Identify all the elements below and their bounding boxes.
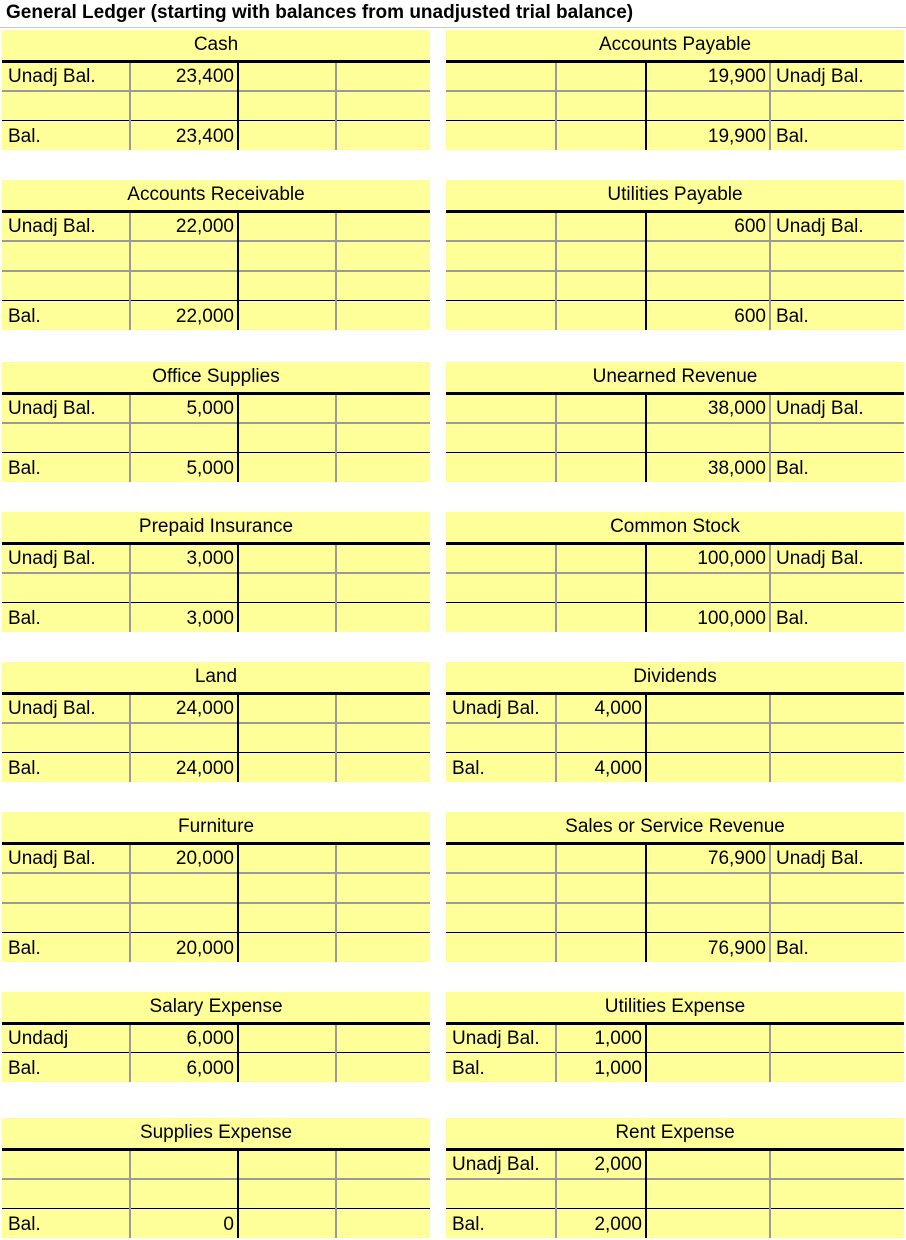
account-name: Sales or Service Revenue [565,816,785,837]
row-amount: 22,000 [175,216,234,237]
row-amount: 24,000 [175,758,234,779]
column-rule [555,213,557,330]
account-land [2,662,430,782]
row-amount [130,904,238,934]
account-name: Rent Expense [615,1122,735,1143]
row-label [2,904,136,934]
row-label: Bal. [8,458,41,479]
row-label: Unadj Bal. [8,548,96,569]
account-name: Land [194,666,238,687]
account-salary-expense [2,992,430,1082]
row-amount [646,874,770,904]
account-name: Dividends [633,666,717,687]
row-amount: 1,000 [594,1028,642,1049]
row-label [770,92,906,122]
row-amount [130,272,238,302]
row-amount: 22,000 [175,306,234,327]
account-furniture [2,812,430,962]
account-unearned-revenue [446,362,904,482]
row-amount [646,424,770,454]
row-amount: 0 [223,1214,234,1235]
account-name: Office Supplies [152,366,280,387]
row-label: Unadj Bal. [8,398,96,419]
row-amount [646,272,770,302]
row-label: Unadj Bal. [776,216,864,237]
row-label [770,272,906,302]
row-label: Unadj Bal. [8,848,96,869]
row-label: Unadj Bal. [8,698,96,719]
row-amount: 76,900 [707,938,766,959]
row-label: Unadj Bal. [452,1028,540,1049]
row-amount: 5,000 [186,398,234,419]
row-label [446,724,562,754]
row-label: Bal. [776,938,809,959]
row-amount [130,574,238,604]
row-label: Bal. [776,608,809,629]
account-name: Salary Expense [149,996,283,1017]
column-rule [335,545,337,632]
account-name: Utilities Expense [604,996,746,1017]
row-amount: 6,000 [186,1028,234,1049]
row-label: Unadj Bal. [8,66,96,87]
row-label: Bal. [8,306,41,327]
row-amount [646,92,770,122]
account-name: Accounts Receivable [127,184,305,205]
account-accounts-receivable [2,180,430,330]
row-amount: 2,000 [594,1154,642,1175]
account-dividends [446,662,904,782]
account-cash [2,30,430,150]
row-amount [130,724,238,754]
row-label [770,904,906,934]
column-rule [555,545,557,632]
row-label [770,874,906,904]
row-amount: 38,000 [707,398,766,419]
row-label [2,242,136,272]
row-amount: 4,000 [594,698,642,719]
row-amount [130,1150,238,1180]
account-name: Prepaid Insurance [138,516,294,537]
account-name: Supplies Expense [139,1122,293,1143]
column-rule [335,1151,337,1238]
account-office-supplies [2,362,430,482]
row-label [446,1180,562,1210]
row-label: Unadj Bal. [776,848,864,869]
row-label: Bal. [452,1214,485,1235]
row-amount [646,242,770,272]
account-common-stock [446,512,904,632]
row-amount: 100,000 [697,608,766,629]
row-amount [130,92,238,122]
row-amount: 23,400 [175,66,234,87]
row-amount: 100,000 [697,548,766,569]
account-prepaid-insurance [2,512,430,632]
row-label: Bal. [8,126,41,147]
page-title: General Ledger (starting with balances from unadjusted trial balance) [6,2,634,23]
row-label: Bal. [452,758,485,779]
column-rule [335,213,337,330]
column-rule [555,63,557,150]
column-rule [335,63,337,150]
row-label: Unadj Bal. [776,548,864,569]
row-label: Bal. [776,126,809,147]
row-amount [556,1180,646,1210]
row-label: Bal. [8,1214,41,1235]
row-amount: 20,000 [175,848,234,869]
row-amount: 6,000 [186,1058,234,1079]
account-name: Utilities Payable [607,184,743,205]
row-label: Bal. [8,1058,41,1079]
account-supplies-expense [2,1118,430,1238]
row-amount [130,1180,238,1210]
row-amount: 20,000 [175,938,234,959]
row-amount: 2,000 [594,1214,642,1235]
row-label: Bal. [776,306,809,327]
account-name: Accounts Payable [598,34,752,55]
row-amount: 5,000 [186,458,234,479]
account-rent-expense [446,1118,904,1238]
column-rule [555,845,557,962]
column-rule [335,845,337,962]
account-utilities-expense [446,992,904,1082]
row-label: Unadj Bal. [452,698,540,719]
row-label: Unadj Bal. [776,66,864,87]
row-amount: 76,900 [707,848,766,869]
row-label: Unadj Bal. [776,398,864,419]
row-label [2,424,136,454]
row-label [2,1180,136,1210]
row-label [770,242,906,272]
row-label [2,574,136,604]
row-amount: 600 [734,306,766,327]
row-label: Bal. [776,458,809,479]
row-amount [130,874,238,904]
row-amount: 24,000 [175,698,234,719]
row-label: Bal. [8,758,41,779]
row-label: Unadj Bal. [8,216,96,237]
row-label: Bal. [8,608,41,629]
column-rule [769,1151,771,1238]
row-amount: 4,000 [594,758,642,779]
row-amount: 19,900 [707,66,766,87]
row-amount: 3,000 [186,548,234,569]
row-amount: 19,900 [707,126,766,147]
row-label [2,92,136,122]
account-name: Cash [193,34,239,55]
column-rule [769,695,771,782]
row-label [770,574,906,604]
row-label [2,724,136,754]
column-rule [335,695,337,782]
column-rule [335,1025,337,1082]
row-amount: 38,000 [707,458,766,479]
row-amount: 1,000 [594,1058,642,1079]
row-label [2,1150,136,1180]
row-label [770,424,906,454]
column-rule [555,395,557,482]
account-accounts-payable [446,30,904,150]
row-amount [556,724,646,754]
account-name: Furniture [177,816,255,837]
account-utilities-payable [446,180,904,330]
row-amount [130,424,238,454]
account-sales-or-service-revenue [446,812,904,962]
column-rule [335,395,337,482]
row-amount: 3,000 [186,608,234,629]
row-amount: 23,400 [175,126,234,147]
row-amount: 600 [734,216,766,237]
title-divider [0,27,906,28]
row-amount [646,904,770,934]
account-name: Unearned Revenue [592,366,758,387]
account-name: Common Stock [610,516,740,537]
row-label: Unadj Bal. [452,1154,540,1175]
row-label: Undadj [8,1028,69,1049]
column-rule [769,1025,771,1082]
row-label [2,272,136,302]
row-label: Bal. [452,1058,485,1079]
row-label [2,874,136,904]
row-amount [130,242,238,272]
row-amount [646,574,770,604]
row-label: Bal. [8,938,41,959]
